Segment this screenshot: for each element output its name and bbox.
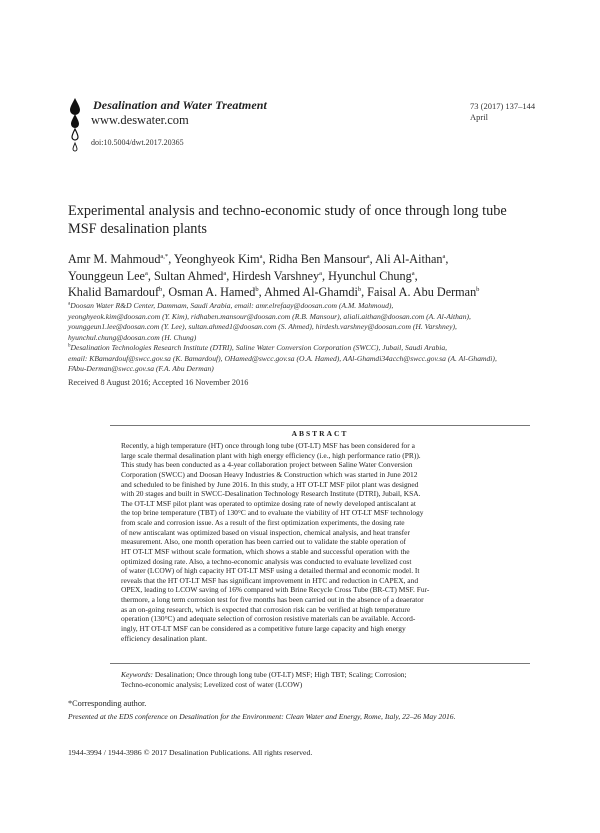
abstract-line: the top brine temperature (TBT) of 130°C and to evaluate the viability of HT OT-LT MSF technology	[121, 508, 424, 518]
abstract-line: reveals that the HT OT-LT MSF has significant improvement in HTC and reduction in CAPEX, and	[121, 575, 419, 585]
abstract-line: optimized dosing rate. Also, a techno-economic analysis was conducted to evaluate levelized cost	[121, 556, 412, 566]
affiliation-line: younggeun1.lee@doosan.com (Y. Lee), sultan.ahmed1@doosan.com (S. Ahmed), hirdesh.varshney@doosan.com (H. Varshney),	[68, 322, 457, 331]
author-sup: b	[476, 285, 480, 293]
received-dates: Received 8 August 2016; Accepted 16 November 2016	[68, 378, 249, 387]
abstract-bottom-rule	[110, 663, 530, 664]
abstract-heading: ABSTRACT	[291, 429, 349, 438]
paper-title-line: Experimental analysis and techno-economic study of once through long tube	[68, 203, 507, 219]
affiliation-line: FAbu-Derman@swcc.gov.sa (F.A. Abu Derman)	[68, 364, 214, 373]
author-sup: a	[259, 252, 263, 260]
abstract-line: HT OT-LT MSF without scale formation, which shows a stable and successful operation with the	[121, 546, 410, 556]
author-sup: a	[411, 269, 415, 277]
abstract-line: OPEX, leading to LCOW saving of 16% compared with Brine Recycle Cross Tube (BR-CT) MSF. Fur-	[121, 585, 430, 595]
abstract-line: thermore, a long term corrosion test for five months has been carried out in the absence of a deaerator	[121, 595, 424, 604]
author-name: Yeonghyeok Kim	[173, 252, 260, 266]
author-name: Ridha Ben Mansour	[268, 252, 367, 266]
author-name: Amr M. Mahmoud	[68, 252, 161, 266]
keywords	[121, 670, 520, 690]
abstract-line: as an on-going research, which is expected that corrosion risk can be verified at high temperature	[121, 604, 411, 614]
affiliation-line: email: KBamardouf@swcc.gov.sa (K. Bamardouf), OHamed@swcc.gov.sa (O.A. Hamed), AAl-Ghamdi34acch@swcc.gov.sa (A. Al-Ghamdi),	[68, 353, 497, 363]
author-sup: b	[159, 285, 163, 293]
author-sup: a,*	[160, 252, 169, 260]
abstract-line: ingly, HT OT-LT MSF can be considered as a competitive future large capacity and high energy	[121, 623, 406, 633]
author-line: Khalid Bamardouf$^b$, Osman A. Hamed$^b$, Ahmed Al-Ghamdi$^b$, Faisal A. Abu Derman$^b$	[68, 285, 480, 299]
abstract-line: This study has been conducted as a 4-year collaboration project between Saline Water Conversion	[121, 460, 413, 470]
paper-title-line: MSF desalination plants	[68, 221, 207, 237]
journal-logo-icon	[64, 96, 86, 156]
abstract-top-rule	[110, 425, 530, 426]
abstract-line: from scale and corrosion issue. As a result of the first optimization experiments, the dosing rate	[121, 518, 405, 527]
author-line: Amr M. Mahmoud$^{a,*}$, Yeonghyeok Kim$^a$, Ridha Ben Mansour$^a$, Ali Al-Aithan$^a$,	[68, 252, 449, 266]
abstract-line: with 20 stages and built in SWCC-Desalination Technology Research Institute (DTRI), Jubail, KSA.	[121, 489, 421, 499]
author-sup: b	[255, 285, 259, 293]
author-name: Khalid Bamardouf	[68, 285, 160, 299]
author-name: Faisal A. Abu Derman	[367, 285, 477, 299]
abstract-line: operation (130°C) and adequate selection of corrosion resistive materials can be available. Accord-	[121, 614, 416, 624]
conference-note: Presented at the EDS conference on Desalination for the Environment: Clean Water and Energy, Rome, Italy, 22–26 May 2016.	[68, 712, 456, 721]
issue-month: April	[470, 112, 488, 122]
author-name: Hirdesh Varshney	[232, 268, 320, 283]
affiliations	[68, 301, 538, 375]
affiliation-text: Doosan Water R&D Center, Dammam, Saudi Arabia, email: amr.elrefaay@doosan.com (A.M. Mahmoud),	[70, 301, 394, 310]
affiliation-line	[68, 301, 538, 312]
author-list	[68, 251, 538, 301]
journal-title: Desalination and Water Treatment	[93, 98, 267, 112]
abstract-line: of water (LCOW) of high capacity HT OT-LT MSF using a detailed thermal and economic model. It	[121, 566, 420, 576]
keywords-label: Keywords:	[121, 670, 153, 679]
abstract-line: large scale thermal desalination plant with high energy efficiency (i.e., high performance ratio (PR)).	[121, 450, 421, 460]
author-sup: b	[357, 285, 362, 293]
keywords-text: Desalination; Once through long tube (OT-LT) MSF; High TBT; Scaling; Corrosion;	[154, 670, 407, 679]
author-name: Younggeun Lee	[68, 268, 145, 283]
author-sup: a	[144, 269, 148, 277]
affiliation-line: hyunchul.chung@doosan.com (H. Chung)	[68, 332, 197, 342]
paper-title	[68, 202, 538, 238]
abstract-line: of new antiscalant was optimized based on visual inspection, chemical analysis, and heat transfer	[121, 527, 410, 537]
author-line: Younggeun Lee$^a$, Sultan Ahmed$^a$, Hirdesh Varshney$^a$, Hyunchul Chung$^a$,	[68, 268, 418, 283]
volume-info	[470, 101, 535, 123]
keywords-line: Techno-economic analysis; Levelized cost of water (LCOW)	[121, 679, 303, 689]
doi[interactable]: doi:10.5004/dwt.2017.20365	[91, 138, 184, 147]
affiliation-line: yeonghyeok.kim@doosan.com (Y. Kim), ridhaben.mansour@doosan.com (R.B. Mansour), aliali.aithan@doosan.com (A. Al-Aithan),	[68, 311, 471, 321]
volume-pages: 73 (2017) 137–144	[470, 101, 536, 111]
journal-website[interactable]: www.deswater.com	[91, 113, 189, 127]
author-name: Hyunchul Chung	[328, 268, 412, 283]
affiliation-sup: b	[68, 343, 71, 349]
issn-copyright: 1944-3994 / 1944-3986 © 2017 Desalination Publications. All rights reserved.	[68, 748, 313, 757]
abstract-body	[121, 441, 520, 643]
abstract-line: Corporation (SWCC) and Doosan Heavy Industries & Construction which was started in June 2012	[121, 469, 418, 479]
author-sup: a	[223, 269, 227, 277]
abstract-line: Recently, a high temperature (HT) once through long tube (OT-LT) MSF has been considered for a	[121, 441, 415, 450]
author-sup: a	[442, 252, 446, 260]
author-sup: a	[366, 252, 370, 260]
corresponding-author-note: *Corresponding author.	[68, 699, 147, 708]
affiliation-line	[68, 343, 538, 354]
author-name: Ahmed Al-Ghamdi	[264, 285, 358, 299]
abstract-line: efficiency desalination plant.	[121, 633, 207, 643]
abstract-line: The OT-LT MSF pilot plant was operated to optimize dosing rate of newly developed antiscalant at	[121, 498, 416, 508]
abstract-line: measurement. Also, one month operation has been carried out to validate the stable operation of	[121, 537, 407, 547]
abstract-line: and scheduled to be finished by June 2016. In this study, a HT OT-LT MSF pilot plant was designed	[121, 479, 419, 489]
keywords-line	[121, 670, 520, 680]
author-sup: a	[319, 269, 322, 277]
affiliation-sup: a	[68, 301, 71, 307]
author-name: Sultan Ahmed	[153, 268, 224, 283]
author-name: Ali Al-Aithan	[375, 252, 443, 266]
affiliation-text: Desalination Technologies Research Institute (DTRI), Saline Water Conversion Corporation (SWCC), Jubail, Saudi Arabia,	[70, 343, 448, 352]
author-name: Osman A. Hamed	[168, 285, 256, 299]
